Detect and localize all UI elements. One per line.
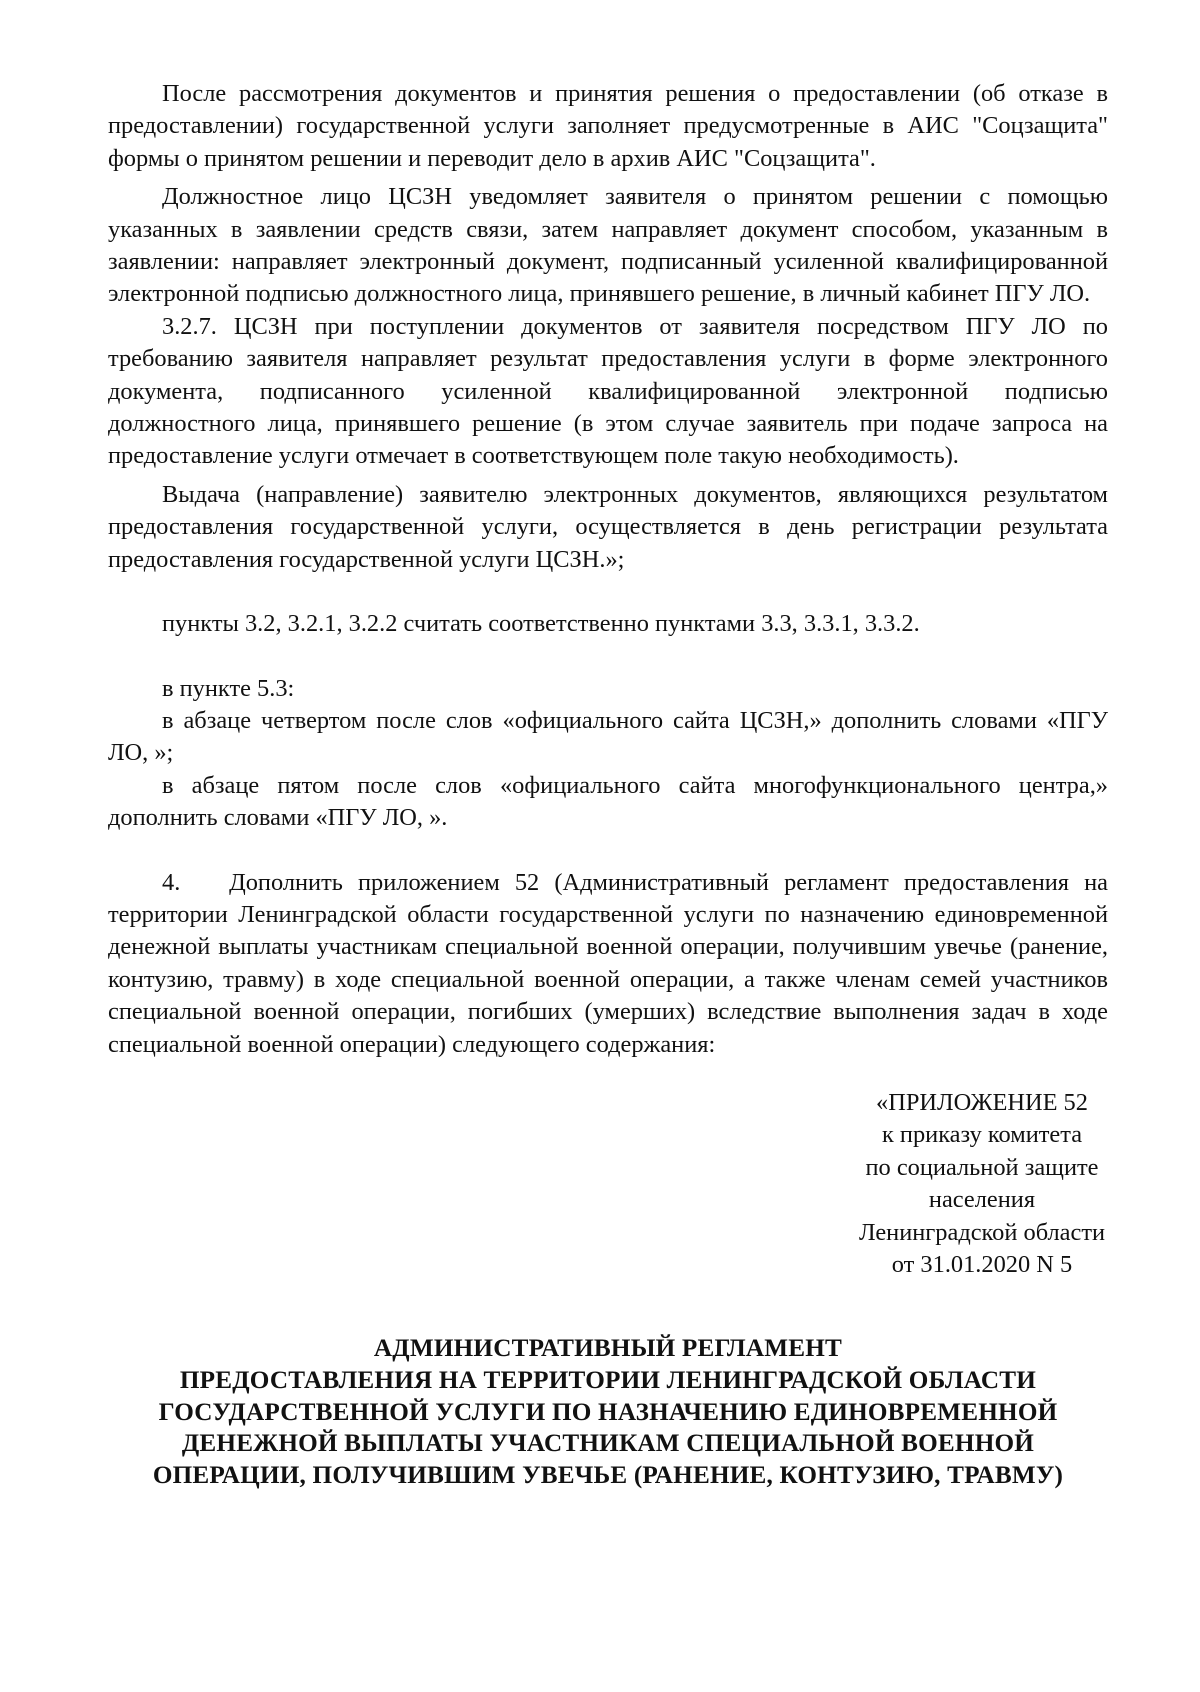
paragraph-notification: Должностное лицо ЦСЗН уведомляет заявителя о принятом решении с помощью указанных в заявлении средств связи, затем направляет документ способом, указанным в заявлении: направляет электронный документ, подписанный усиленной квалифицированной электронной подписью должностного лица, принявшего решение, в личный кабинет ПГУ ЛО.: [108, 183, 1108, 308]
paragraph-archive: После рассмотрения документов и принятия решения о предоставлении (об отказе в предоставлении) государственной услуги заполняет предусмотренные в АИС "Соцзащита" формы о принятом решении и переводит дело в архив АИС "Соцзащита".: [108, 80, 1108, 172]
paragraph-renumber: пункты 3.2, 3.2.1, 3.2.2 считать соответственно пунктами 3.3, 3.3.1, 3.3.2.: [162, 610, 920, 638]
paragraph-3-2-7: 3.2.7. ЦСЗН при поступлении документов от заявителя посредством ПГУ ЛО по требованию заявителя направляет результат предоставления услуги в форме электронного документа, подписанного усиленной квалифицированной электронной подписью должностного лица, принявшего решение (в этом случае заявитель при подаче запроса на предоставление услуги отмечает в соответствующем поле такую необходимость).: [108, 312, 1108, 470]
item-5-3-line-1: в абзаце четвертом после слов «официального сайта ЦСЗН,» дополнить словами «ПГУ ЛО, »;: [108, 706, 1108, 767]
regulation-title-line: ОПЕРАЦИИ, ПОЛУЧИВШИМ УВЕЧЬЕ (РАНЕНИЕ, КОНТУЗИЮ, ТРАВМУ): [152, 1461, 1064, 1489]
appendix-line: Ленинградской области: [858, 1218, 1106, 1246]
appendix-line: по социальной защите: [865, 1153, 1099, 1181]
appendix-line: от 31.01.2020 N 5: [891, 1251, 1073, 1278]
appendix-line: к приказу комитета: [881, 1121, 1083, 1149]
paragraph-issuance: Выдача (направление) заявителю электронных документов, являющихся результатом предоставления государственной услуги, осуществляется в день регистрации результата предоставления государственной услуги ЦСЗН.»;: [108, 480, 1108, 573]
regulation-title-line: ГОСУДАРСТВЕННОЙ УСЛУГИ ПО НАЗНАЧЕНИЮ ЕДИНОВРЕМЕННОЙ: [158, 1398, 1058, 1426]
appendix-line: «ПРИЛОЖЕНИЕ 52: [876, 1088, 1088, 1116]
regulation-title-line: ПРЕДОСТАВЛЕНИЯ НА ТЕРРИТОРИИ ЛЕНИНГРАДСКОЙ ОБЛАСТИ: [179, 1367, 1037, 1394]
regulation-title-line: АДМИНИСТРАТИВНЫЙ РЕГЛАМЕНТ: [373, 1335, 843, 1363]
item-5-3-line-2: в абзаце пятом после слов «официального сайта многофункционального центра,» дополнить словами «ПГУ ЛО, ».: [108, 771, 1108, 832]
appendix-line: населения: [928, 1186, 1036, 1214]
regulation-title-line: ДЕНЕЖНОЙ ВЫПЛАТЫ УЧАСТНИКАМ СПЕЦИАЛЬНОЙ ВОЕННОЙ: [181, 1430, 1035, 1458]
item-5-3-heading: в пункте 5.3:: [162, 674, 295, 702]
appendix-block: [832, 1087, 1132, 1281]
regulation-title: [108, 1333, 1108, 1491]
item-4-paragraph: 4. Дополнить приложением 52 (Административный регламент предоставления на территории Ленинградской области государственной услуги по назначению единовременной денежной выплаты участникам специальной военной операции, получившим увечье (ранение, контузию, травму) в ходе специальной военной операции, а также членам семей участников специальной военной операции, погибших (умерших) вследствие выполнения задач в ходе специальной военной операции) следующего содержания:: [108, 868, 1108, 1058]
